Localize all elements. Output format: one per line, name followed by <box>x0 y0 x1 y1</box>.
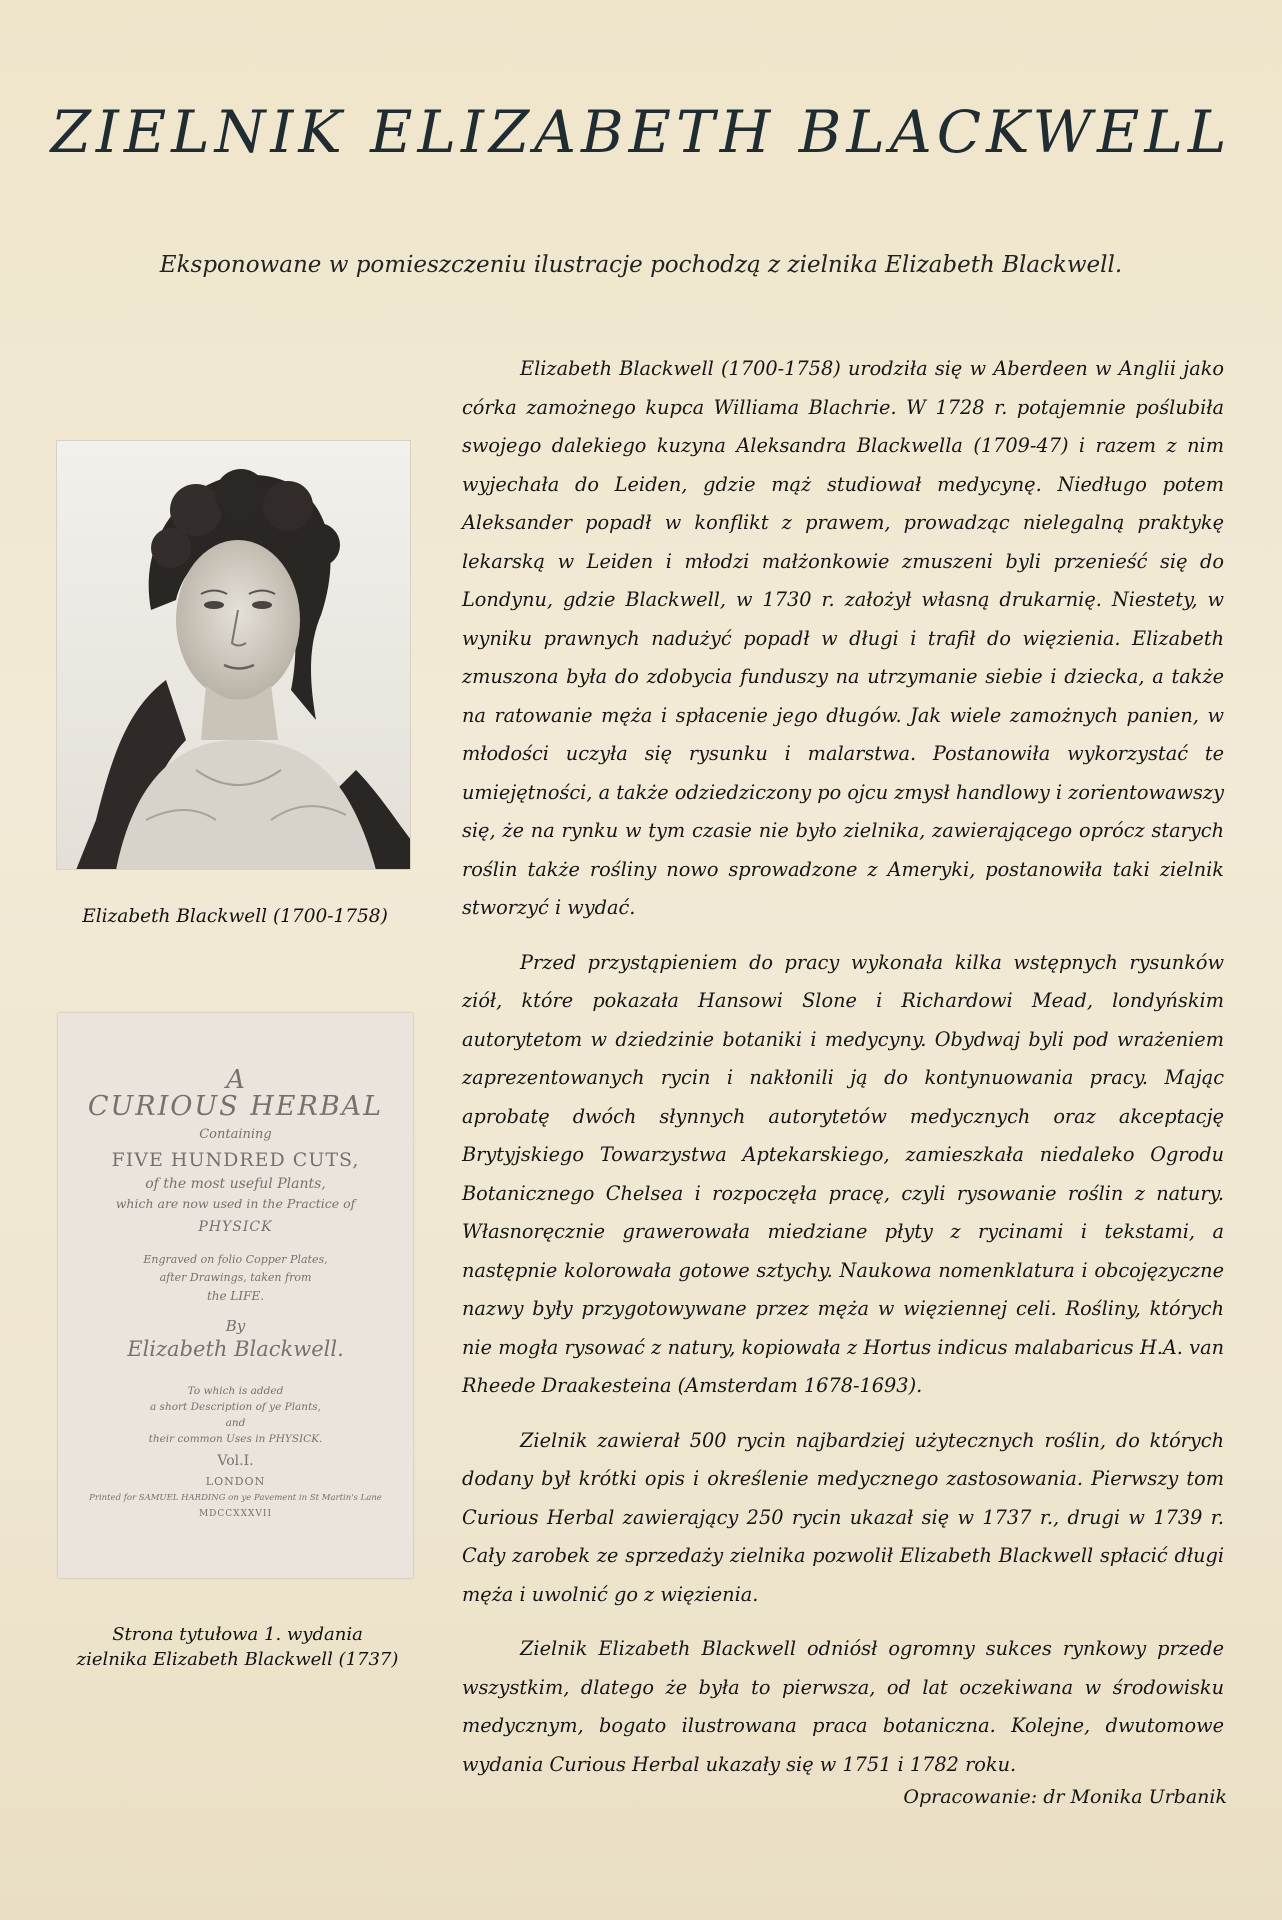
tp-line: MDCCXXXVII <box>198 1509 273 1519</box>
tp-line: By <box>225 1317 246 1335</box>
caption-line: zielnika Elizabeth Blackwell (1737) <box>76 1649 399 1670</box>
tp-line: A <box>226 1065 245 1095</box>
tp-line: Elizabeth Blackwell. <box>127 1337 344 1361</box>
tp-line: of the most useful Plants, <box>145 1176 326 1192</box>
tp-line: their common Uses in PHYSICK. <box>148 1433 323 1445</box>
tp-line: Vol.I. <box>217 1453 254 1469</box>
tp-line: PHYSICK <box>198 1219 273 1235</box>
title-page-scan <box>58 1013 413 1578</box>
paragraph: Przed przystąpieniem do pracy wykonała kilka wstępnych rysunków ziół, które pokazała Hansowi Slone i Richardowi Mead, londyńskim autorytetom w dziedzinie botaniki i medycyny. Obydwaj byli pod wrażeniem zaprezentowanych rycin i nakłonili ją do kontynuowania pracy. Mając aprobatę dwóch słynnych autorytetów medycznych oraz akceptację Brytyjskiego Towarzystwa Aptekarskiego, zamieszkała niedaleko Ogrodu Botanicznego Chelsea i rozpoczęła pracę, czyli rysowanie roślin z natury. Własnoręcznie grawerowała miedziane płyty z rycinami i tekstami, a następnie kolorowała gotowe sztychy. Naukowa nomenklatura i obcojęzyczne nazwy były przygotowywane przez męża w więziennej celi. Rośliny, których nie mogła rysować z natury, kopiowała z Hortus indicus malabaricus H.A. van Rheede Draakesteina (Amsterdam 1678-1693). <box>462 950 1224 1397</box>
caption-line: Strona tytułowa 1. wydania <box>112 1624 363 1645</box>
tp-line: Engraved on folio Copper Plates, <box>143 1253 328 1266</box>
page-title: ZIELNIK ELIZABETH BLACKWELL <box>50 98 1232 166</box>
portrait-engraving <box>56 440 411 870</box>
paragraph: Zielnik zawierał 500 rycin najbardziej użytecznych roślin, do których dodany był krótki opis i określenie medycznego zastosowania. Pierwszy tom Curious Herbal zawierający 250 rycin ukazał się w 1737 r., drugi w 1739 r. Cały zarobek ze sprzedaży zielnika pozwolił Elizabeth Blackwell spłacić długi męża i uwolnić go z więzienia. <box>462 1428 1224 1606</box>
tp-line: the LIFE. <box>206 1289 265 1303</box>
tp-line: CURIOUS HERBAL <box>87 1091 384 1122</box>
tp-line: LONDON <box>205 1475 266 1488</box>
title-page-image <box>58 1013 413 1578</box>
body-text <box>462 350 1224 1800</box>
paragraph: Elizabeth Blackwell (1700-1758) urodziła się w Aberdeen w Anglii jako córka zamożnego kupca Williama Blachrie. W 1728 r. potajemnie poślubiła swojego dalekiego kuzyna Aleksandra Blackwella (1709-47) i razem z nim wyjechała do Leiden, gdzie mąż studiował medycynę. Niedługo potem Aleksander popadł w konflikt z prawem, prowadząc nielegalną praktykę lekarską w Leiden i młodzi małżonkowie zmuszeni byli przenieść się do Londynu, gdzie Blackwell, w 1730 r. założył własną drukarnię. Niestety, w wyniku prawnych nadużyć popadł w długi i trafił do więzienia. Elizabeth zmuszona była do zdobycia funduszy na utrzymanie siebie i dziecka, a także na ratowanie męża i spłacenie jego długów. Jak wiele zamożnych panien, w młodości uczyła się rysunku i malarstwa. Postanowiła wykorzystać te umiejętności, a także odziedziczony po ojcu zmysł handlowy i zorientowawszy się, że na rynku w tym czasie nie było zielnika, zawierającego oprócz starych roślin także rośliny nowo sprowadzone z Ameryki, postanowiła taki zielnik stworzyć i wydać. <box>462 357 1224 919</box>
portrait-caption: Elizabeth Blackwell (1700-1758) <box>82 906 388 927</box>
tp-line: and <box>225 1417 246 1429</box>
subtitle: Eksponowane w pomieszczeniu ilustracje pochodzą z zielnika Elizabeth Blackwell. <box>159 252 1123 278</box>
tp-line: a short Description of ye Plants, <box>149 1401 322 1413</box>
tp-line: Printed for SAMUEL HARDING on ye Pavement in St Martin's Lane <box>89 1493 382 1503</box>
tp-line: FIVE HUNDRED CUTS, <box>111 1149 360 1171</box>
tp-line: after Drawings, taken from <box>159 1271 312 1284</box>
paragraph: Zielnik Elizabeth Blackwell odniósł ogromny sukces rynkowy przede wszystkim, dlatego że była to pierwsza, od lat oczekiwana w środowisku medycznym, bogato ilustrowana praca botaniczna. Kolejne, dwutomowe wydania Curious Herbal ukazały się w 1751 i 1782 roku. <box>462 1637 1224 1776</box>
portrait-image <box>56 440 411 870</box>
tp-line: To which is added <box>187 1385 284 1397</box>
title-page-caption <box>60 1622 415 1672</box>
author-credit: Opracowanie: dr Monika Urbanik <box>903 1786 1227 1808</box>
tp-line: Containing <box>199 1127 272 1142</box>
tp-line: which are now used in the Practice of <box>115 1196 356 1211</box>
